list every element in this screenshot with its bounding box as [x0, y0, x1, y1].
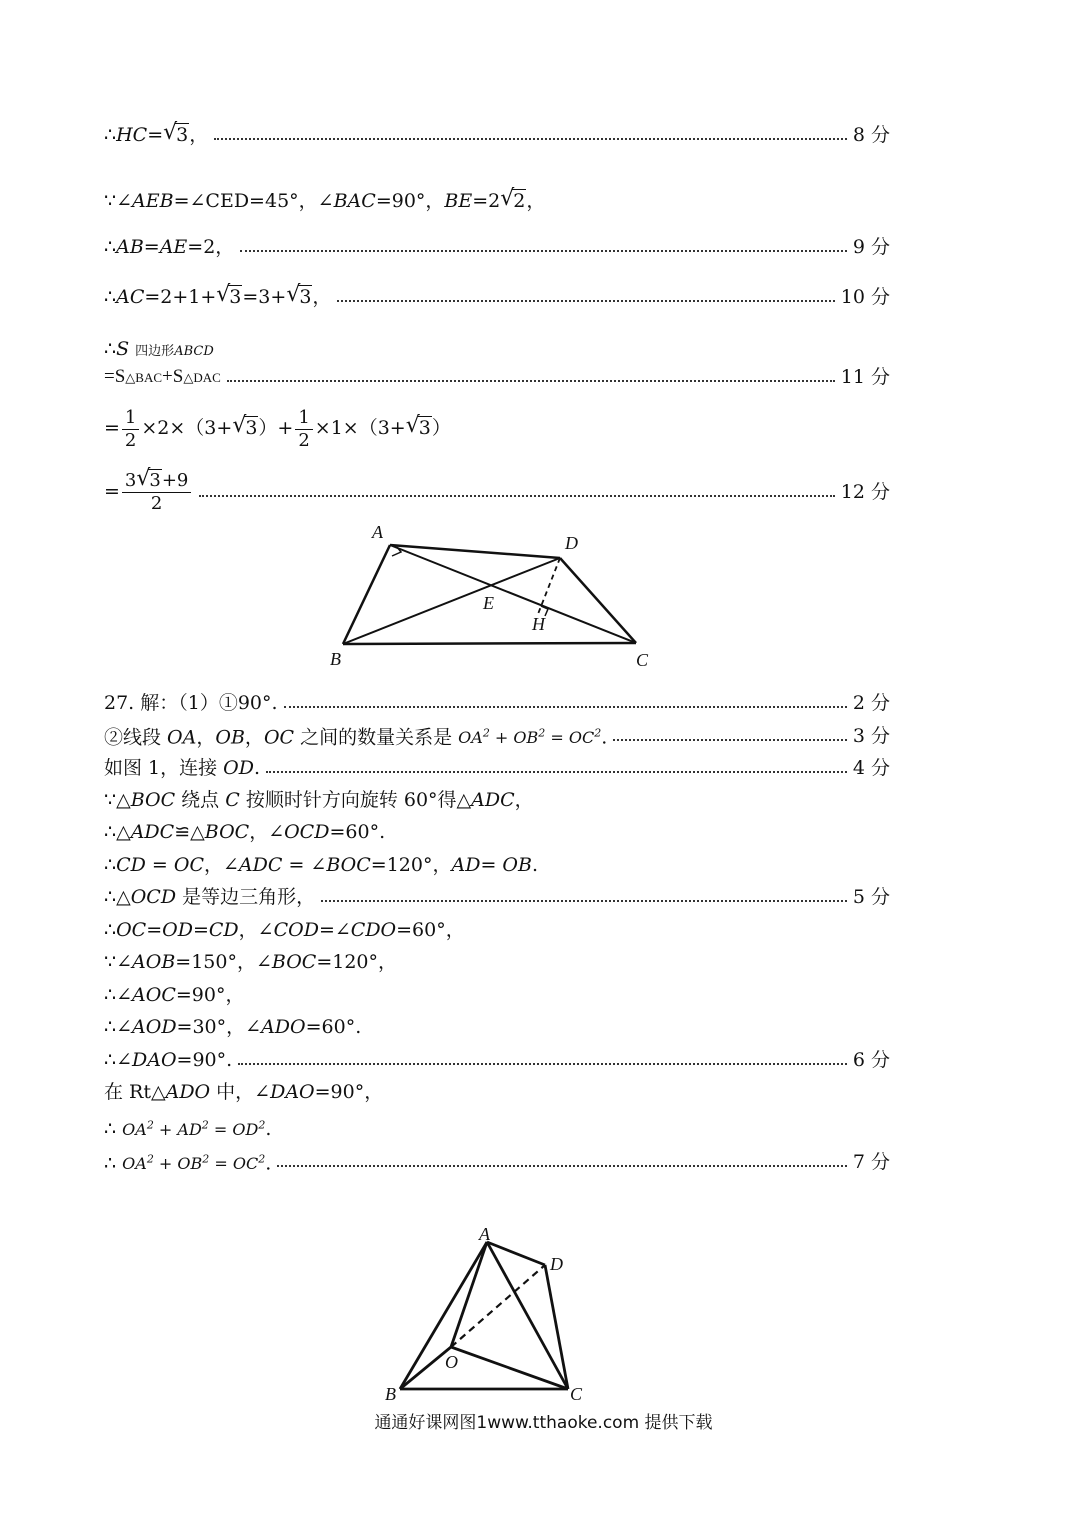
- label-d: D: [550, 1254, 563, 1274]
- solution-line: ∴∠DAO=90°. 6 分: [104, 1043, 890, 1077]
- segment-dc: [560, 558, 636, 643]
- footer-watermark: 通通好课网图1www.tthaoke.com 提供下载: [374, 1413, 713, 1433]
- solution-line: ∴ $OA^2 + AD^2 = OD^2$.: [104, 1118, 272, 1141]
- dot-leader: [337, 300, 834, 302]
- solution-line: ∴CD = OC，∠ADC = ∠BOC=120°，AD= OB.: [104, 854, 538, 876]
- score-label: 3 分: [852, 725, 890, 747]
- score-label: 4 分: [852, 757, 890, 779]
- rotation-figure: [380, 1220, 600, 1410]
- label-o: O: [445, 1352, 458, 1372]
- dot-leader: [613, 739, 847, 741]
- score-label: 2 分: [852, 692, 890, 714]
- label-h: H: [532, 614, 545, 634]
- label-d: D: [565, 533, 578, 553]
- dot-leader: [227, 380, 835, 382]
- segment-ad: [487, 1242, 545, 1265]
- solution-line: ∴∠AOC=90°，: [104, 984, 245, 1006]
- dot-leader: [214, 138, 847, 140]
- sqrt-expression: √ 3: [163, 118, 189, 152]
- score-label: 9 分: [852, 236, 890, 258]
- solution-line: ∴HC=√ 3， 8 分: [104, 118, 890, 152]
- solution-line: 27. 解：（1）①90°. 2 分: [104, 686, 890, 720]
- label-c: C: [636, 650, 649, 670]
- solution-line: ∵∠AOB=150°，∠BOC=120°，: [104, 951, 398, 973]
- solution-line: ∵△BOC 绕点 C 按顺时针方向旋转 60°得△ADC，: [104, 789, 534, 811]
- diagonal-bd: [343, 558, 560, 644]
- dot-leader: [238, 1063, 847, 1065]
- solution-line: ∵∠AEB=∠CED=45°，∠BAC=90°，BE=2√ 2，: [104, 184, 890, 218]
- solution-line: ②线段 OA，OB，OC 之间的数量关系是 $OA^2 + OB^2 = OC^2$. 3 分: [104, 719, 890, 753]
- solution-line: ∴AC=2+1+√ 3=3+√ 3， 10 分: [104, 280, 890, 314]
- label-a: A: [372, 522, 383, 542]
- solution-line: 如图 1，连接 OD. 4 分: [104, 751, 890, 785]
- solution-line: ∴∠AOD=30°，∠ADO=60°.: [104, 1016, 362, 1038]
- score-label: 10 分: [840, 286, 890, 308]
- solution-line: = $\frac{1}{2}$ ×2×（3+√ 3）+ $\frac{1}{2}$ ×1×（3+√ 3）: [104, 404, 890, 452]
- score-label: 5 分: [852, 886, 890, 908]
- solution-line: = $\frac{3√ 3+9}{2}$ 12 分: [104, 464, 890, 520]
- segment-ob: [400, 1347, 451, 1389]
- solution-line: ∴△ADC≌△BOC，∠OCD=60°.: [104, 821, 386, 843]
- score-label: 7 分: [852, 1151, 890, 1173]
- solution-line: ∴OC=OD=CD，∠COD=∠CDO=60°，: [104, 919, 465, 941]
- dot-leader: [321, 900, 847, 902]
- label-e: E: [483, 593, 494, 613]
- dot-leader: [284, 706, 847, 708]
- segment-oc: [451, 1347, 568, 1389]
- score-label: 12 分: [840, 481, 890, 503]
- segment-bc: [343, 643, 636, 644]
- score-label: 8 分: [852, 124, 890, 146]
- label-b: B: [385, 1384, 396, 1404]
- dot-leader: [266, 771, 847, 773]
- label-b: B: [330, 649, 341, 669]
- score-label: 11 分: [840, 366, 890, 388]
- solution-line: ∴ $OA^2 + OB^2 = OC^2$. 7 分: [104, 1145, 890, 1179]
- quadrilateral-figure: [320, 518, 670, 673]
- solution-line: ∴AB=AE=2， 9 分: [104, 230, 890, 264]
- dot-leader: [199, 495, 834, 497]
- segment-ab: [400, 1242, 487, 1389]
- dot-leader: [240, 250, 847, 252]
- diagonal-ac: [390, 545, 636, 643]
- solution-line: ∴S 四边形ABCD: [104, 338, 214, 360]
- solution-line: =S△BAC+S△DAC 11 分: [104, 360, 890, 394]
- label-c: C: [570, 1384, 583, 1404]
- dot-leader: [277, 1165, 847, 1167]
- solution-line: 在 Rt△ADO 中，∠DAO=90°，: [104, 1081, 384, 1103]
- label-a: A: [479, 1224, 490, 1244]
- solution-line: ∴△OCD 是等边三角形， 5 分: [104, 880, 890, 914]
- score-label: 6 分: [852, 1049, 890, 1071]
